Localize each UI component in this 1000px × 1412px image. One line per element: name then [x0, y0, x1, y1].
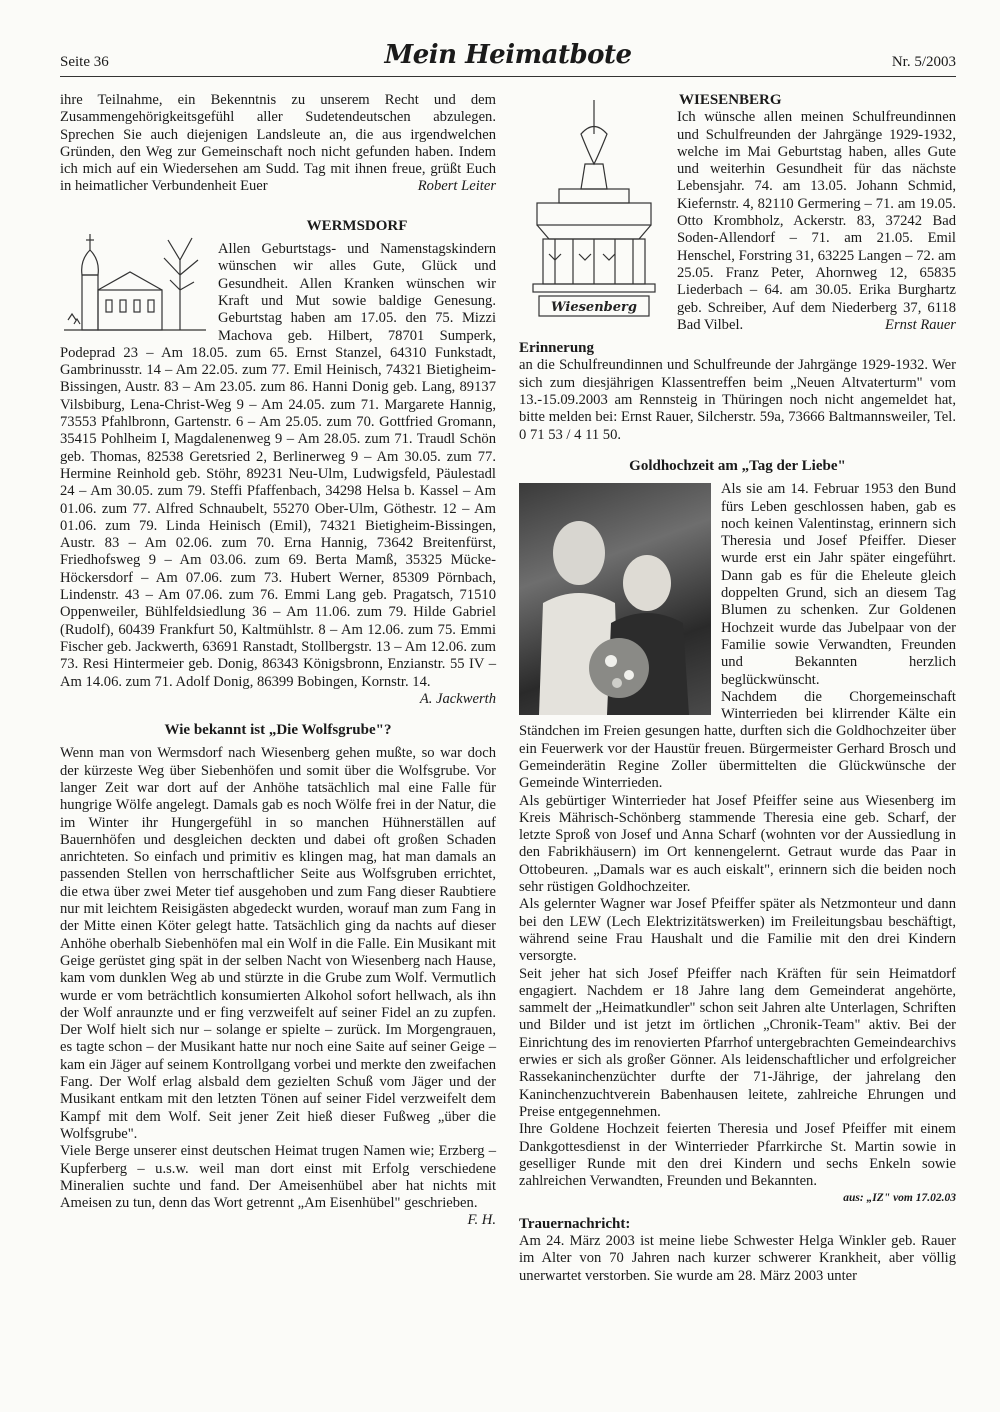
wermsdorf-text: Allen Geburtstags- und Namenstagskindern wünschen wir alles Gute, Glück und Gesundheit. Allen Kranken wünschen wir Kraft und Mut sowie baldige Genesung. Geburtstag haben am 17.05. den 75. Mizzi Machova geb. Hilbert, 78701 Sumperk, Podeprad 23 – Am 18.05. zum 65. Ernst Stanzel, 64310 Funkstadt, Gambrinusstr. 14 – Am 22.05. zum 77. Emil Heinisch, 74321 Bietigheim-Bissingen, Austr. 83 – Am 23.05. zum 86. Hanni Donig geb. Lang, 89137 Vilsbiburg, Lena-Christ-Weg 9 – Am 24.05. zum 71. Margarete Hannig, 73553 Pfahlbronn, Gartenstr. 6 – Am 25.05. zum 70. Gottfried Gromann, 35415 Pohlheim I, Magdalenenweg 9 – Am 28.05. zum 71. Traudl Schön geb. Thomas, 82538 Geretsried 2, Berlinerweg 9 – Am 30.05. zum 77. Hermine Reinhold geb. Stöhr, 89231 Neu-Ulm, Ludwigsfeld, Päulestadl 24 – Am 30.05. zum 79. Steffi Pfaffenbach, 34298 Helsa b. Kassel – Am 01.06. zum 77. Alfred Schnaubelt, 55270 Ober-Ulm, Göthestr. 12 – Am 01.06. zum 79. Linda Heinisch (Emil), 74321 Bietigheim-Bissingen, Austr. 83 – Am 02.06. zum 70. Erna Hannig, 73642 Breitenfürst, Friedhofsweg 9 – Am 03.06. zum 69. Berta Mamß, 35325 Mücke-Höckersdorf – Am 07.06. zum 73. Hubert Werner, 85309 Pörnbach, Lindenstr. 43 – Am 07.06. zum 76. Emmi Lang geb. Pragatsch, 71510 Oppenweiler, Bühlfeldsiedlung 36 – Am 11.06. zum 79. Hilde Gabriel (Rudolf), 60439 Frankfurt 50, Kaltmühlstr. 8 – Am 12.06. zum 75. Emmi Fischer geb. Jackwerth, 63691 Ranstadt, Stollbergstr. 13 – Am 12.06. zum 73. Resi Hintermeier geb. Donig, 86343 Königsbronn, Enzianstr. 55 IV – Am 14.06. zum 71. Adolf Donig, 86399 Bobingen, Kornstr. 14.	[60, 241, 496, 690]
trauer-title: Trauernachricht:	[519, 1215, 631, 1232]
right-column	[519, 92, 956, 1285]
goldhochzeit-paragraph-2: Nachdem die Chorgemeinschaft Winterrieden bei klirrender Kälte ein Ständchen im Freien gesungen hatte, durften sich die Goldhochzeiter über ein Feuerwerk vor der Haustür freuen. Bürgermeister Gerhard Brosch und Gemeinderätin Regine Zoller übermittelten die Glückwünsche der Gemeinde Winterrieden.	[519, 688, 956, 792]
header-rule	[60, 76, 956, 77]
wolfsgrube-paragraph-1: Wenn man von Wermsdorf nach Wiesenberg gehen mußte, so war doch der kürzeste Weg über Siebenhöfen und somit über die Wolfsgrube. Vor langer Zeit war dort auf der Anhöhe tatsächlich mal eine Falle für hungrige Wölfe angelegt. Damals gab es noch Wölfe frei in der Natur, die im Winter ihr Hungergefühl in so manchen Hühnerställen auf Bauernhöfen und desgleichen deckten und dabei oft großen Schaden anrichteten. So einfach und primitiv es klingen mag, hat man damals an passenden Stellen von herrschaftlicher Seite aus Wolfsgruben errichtet, die etwa über zwei Meter tief ausgehoben und zum Fang dieser Raubtiere nur mit leichtem Reisigästen abgedeckt wurden, worauf man zum Fang in der Mitte einen Köter gelegt hatte. Tatsächlich ging da nachts auf dieser Anhöhe oberhalb Siebenhöfen mal ein Wolf in die Falle. Ein Musikant mit Geige gerüstet ging spät in der selben Nacht von Wiesenberg nach Hause, kam vom dunklen Weg ab und stürzte in die Grube zum Wolf. Vermutlich wurde er vom beträchtlich konsumierten Alkohol sofort hellwach, als ihn der Wolf anraunzte und er fing verzweifelt auf seiner Fidel an zu zupfen. Der Wolf hielt sich nur – solange er spielte – zurück. Im Morgengrauen, es tagte schon – der Musikant hatte nur noch eine Saite auf seiner Geige – kam ein Jäger auf seinem Kontrollgang vorbei und merkte den zweifachen Fang. Der Wolf erlag alsbald dem gezielten Schuß vom Jäger und der Musikant entkam mit den letzten Tönen auf seiner Fidel verzweifelt dem Kampf mit dem Wolf. Seit jener Zeit hieß dieser Fußweg „über die Wolfsgrube".	[60, 745, 496, 1142]
wolfsgrube-signature: F. H.	[467, 1212, 496, 1229]
goldhochzeit-title: Goldhochzeit am „Tag der Liebe"	[629, 457, 846, 474]
trauer-text: Am 24. März 2003 ist meine liebe Schwester Helga Winkler geb. Rauer im Alter von 70 Jahren nach kurzer schwerer Krankheit, aber völlig unerwartet verstorben. Sie wurde am 28. März 2003 unter	[519, 1233, 956, 1284]
wiesenberg-title: WIESENBERG	[679, 92, 782, 108]
wolfsgrube-title: Wie bekannt ist „Die Wolfsgrube"?	[164, 722, 392, 739]
wermsdorf-signature: A. Jackwerth	[419, 690, 496, 707]
page-header	[60, 40, 956, 72]
wolfsgrube-paragraph-2: Viele Berge unserer einst deutschen Heimat trugen Namen wie; Erzberg – Kupferberg – u.s.w. weil man dort einst mit Erfolg verschiedene Mineralien suchte und fand. Der Ameisenhübel aber hat nichts mit Ameisen zu tun, denn das Wort getrennt „Am Eisenhübel" geschrieben. F. H.	[60, 1143, 496, 1229]
intro-signature: Robert Leiter	[417, 178, 496, 195]
wiesenberg-signature: Ernst Rauer	[885, 316, 956, 333]
goldhochzeit-paragraph-5: Seit jeher hat sich Josef Pfeiffer nach Kräften für sein Heimatdorf engagiert. Nachdem er 18 Jahre lang dem Gemeinderat angehörte, sammelt der „Heimatkundler" schon seit Jahren alte Unterlagen, Schriften und Bilder und ist jetzt im örtlichen „Chronik-Team" aktiv. Bei der Einrichtung des im renovierten Pfarrhof untergebrachten Gemeindearchivs erwies er sich als großer Gönner. Als leidenschaftlicher und erfolgreicher Rassekaninchenzüchter durfte der 71-Jährige, der jahrelang den Kaninchenzuchtverein Babenhausen leitete, zahlreiche Ehrungen und Preise entgegennehmen.	[519, 965, 956, 1120]
page-number: Seite 36	[60, 54, 109, 70]
issue-number: Nr. 5/2003	[891, 54, 956, 70]
couple-photo	[519, 483, 711, 715]
wiesenberg-fountain-illustration	[519, 94, 669, 322]
wiesenberg-text: Ich wünsche allen meinen Schulfreundinnen und Schulfreunden der Jahrgänge 1929-1932, welche im Mai Geburtstag haben, alles Gute und weiterhin Gesundheit für das nächste Lebensjahr. 74. am 13.05. Johann Schmid, Kiefernstr. 4, 82110 Germering – 71. am 19.05. Otto Krombholz, Ackerstr. 83, 37242 Bad Soden-Allendorf – 71. am 21.05. Emil Henschel, Forstring 31, 63225 Langen – 72. am 25.05. Franz Peter, Ahornweg 12, 65835 Liederbach – 64. am 30.05. Erika Burghartz geb. Schreiber, Auf dem Niederberg 37, 6118 Bad Vilbel. Ernst Rauer	[677, 109, 956, 333]
goldhochzeit-paragraph-6: Ihre Goldene Hochzeit feierten Theresia und Josef Pfeiffer mit einem Dankgottesdienst in der Winterrieder Pfarrkirche St. Martin sowie in geselliger Runde mit den drei Kindern und sechs Enkeln sowie zahlreichen Verwandten, Freunden und Bekannten.	[519, 1121, 956, 1190]
intro-text: ihre Teilnahme, ein Bekenntnis zu unserem Recht und dem Zusammengehörigkeitsgefühl aller Sudetendeutschen abzulegen. Sprechen Sie auch diejenigen Landsleute an, die aus irgendwelchen Gründen, den Weg zur Gemeinschaft noch nicht gefunden haben. Indem ich mich auf ein Wiedersehen am Sudd. Tag mit ihnen freue, grüßt Euch in heimatlicher Verbundenheit Euer Robert Leiter	[60, 92, 496, 195]
wermsdorf-church-illustration	[60, 220, 210, 340]
left-column	[60, 92, 496, 1230]
goldhochzeit-source: aus: „IZ" vom 17.02.03	[843, 1192, 956, 1205]
wermsdorf-title: WERMSDORF	[306, 217, 408, 234]
goldhochzeit-paragraph-4: Als gelernter Wagner war Josef Pfeiffer später als Netzmonteur und dann bei den LEW (Lech Elektrizitätswerken) im Freileitungsbau beschäftigt, während seine Frau Haushalt und die Familie mit den drei Kindern versorgte.	[519, 896, 956, 965]
erinnerung-text: an die Schulfreundinnen und Schulfreunde der Jahrgänge 1929-1932. Wer sich zum diesjährigen Klassentreffen beim „Neuen Altvaterturm" vom 13.-15.09.2003 am Rennsteig in Thüringen noch nicht angemeldet hat, bitte melden bei: Ernst Rauer, Silcherstr. 59a, 73666 Baltmannsweiler, Tel. 0 71 53 / 4 11 50.	[519, 357, 956, 443]
erinnerung-title: Erinnerung	[519, 340, 595, 357]
goldhochzeit-paragraph-1: Als sie am 14. Februar 1953 den Bund fürs Leben geschlossen haben, gab es noch keinen Valentinstag, erinnern sich Theresia und Josef Pfeiffer. Dieser wurde erst ein Jahr später eingeführt. Dann gab es für die Eheleute gleich doppelten Grund, sich an diesem Tag Blumen zu schenken. Zur Goldenen Hochzeit wurde das Jubelpaar von der Familie sowie Verwandten, Freunden und Bekannten herzlich beglückwünscht.	[721, 481, 956, 688]
masthead-title: Mein Heimatbote	[384, 40, 632, 70]
goldhochzeit-paragraph-3: Als gebürtiger Winterrieder hat Josef Pfeiffer seine aus Wiesenberg im Kreis Mährisch-Schönberg stammende Theresia eine geb. Scharf, der letzte Sproß von Josef und Anna Scharf (wohnten vor der Aussiedlung in den Fabrikhäusern) im Ort kennengelernt. Getraut wurde das Paar in Ottobeuren. „Damals war es auch eiskalt", erinnern sich die beiden noch sehr rüstigen Goldhochzeiter.	[519, 792, 956, 896]
wiesenberg-caption: Wiesenberg	[551, 300, 637, 315]
